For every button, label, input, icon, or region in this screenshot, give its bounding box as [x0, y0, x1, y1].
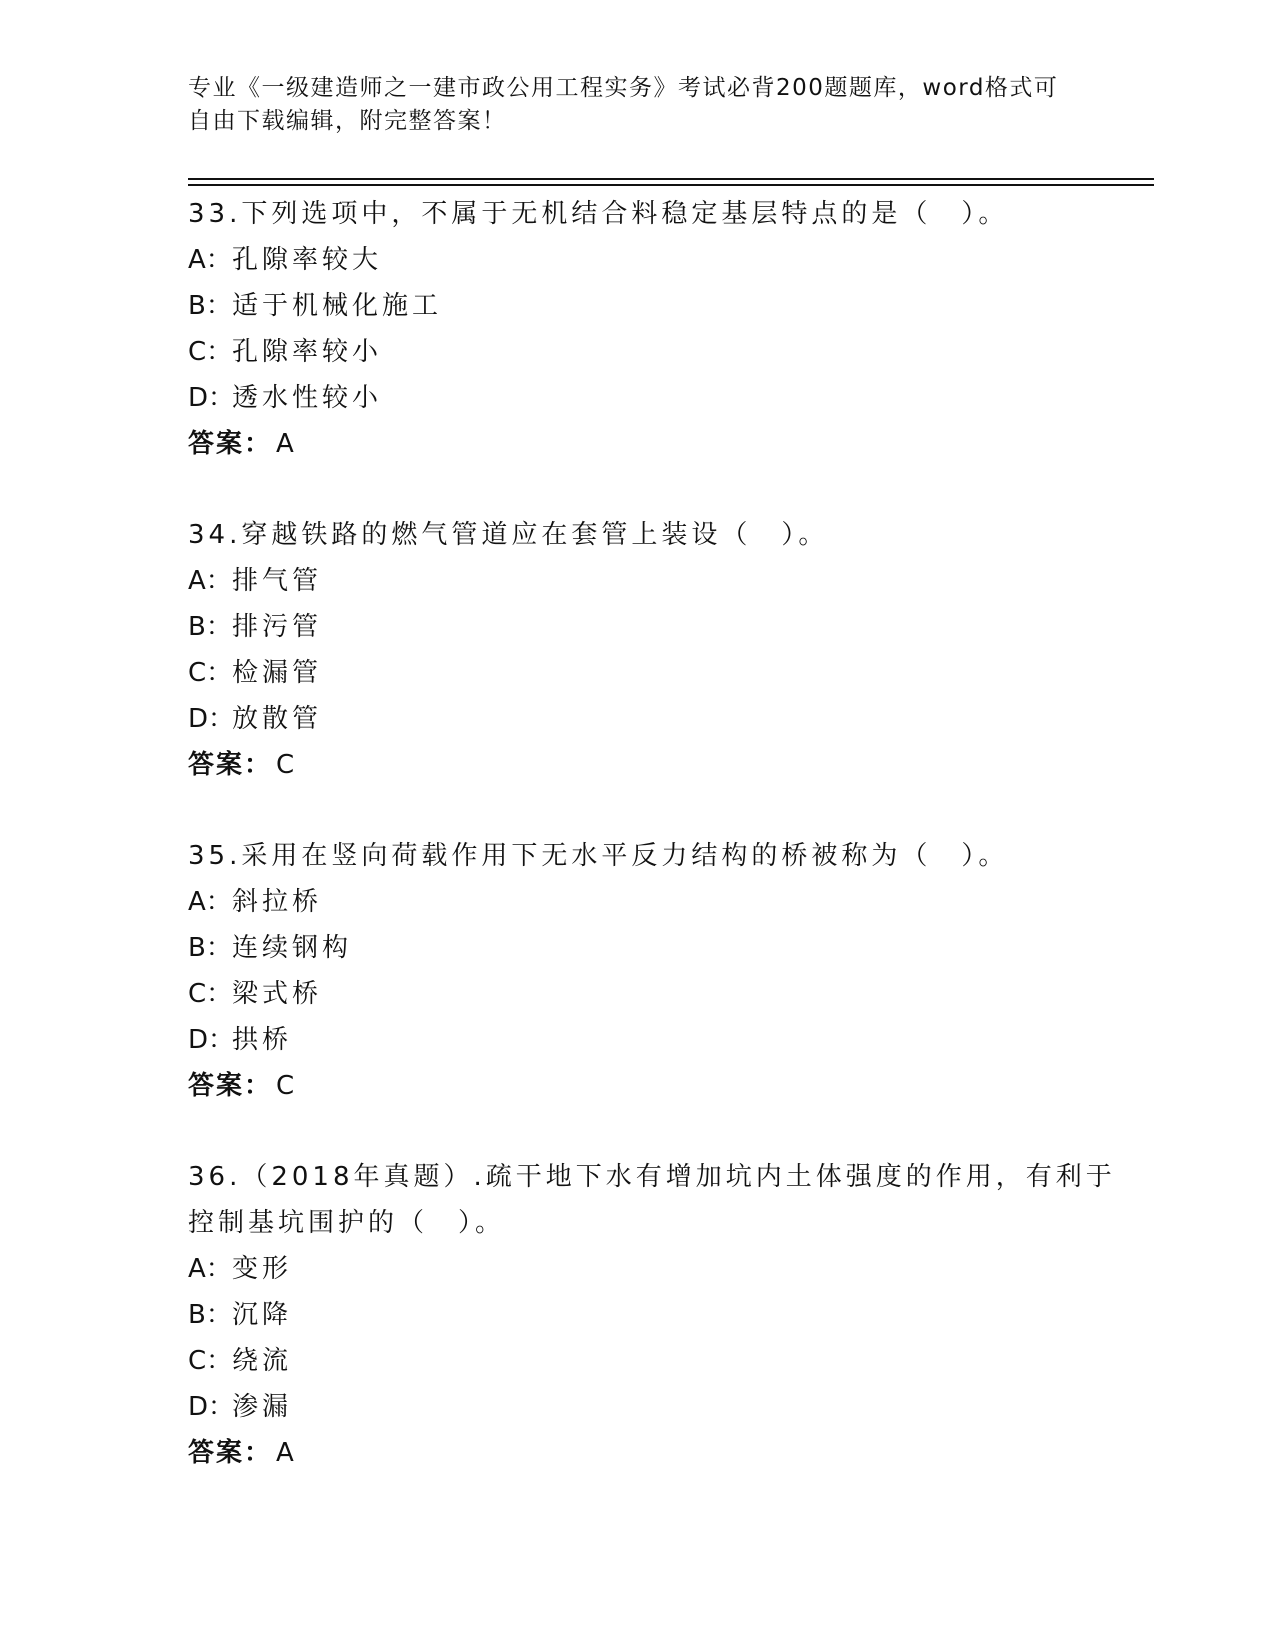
header-divider-top: [188, 178, 1154, 180]
answer-value: C: [276, 1071, 297, 1101]
question-stem-line-1: 36.（2018年真题）.疏干地下水有增加坑内土体强度的作用，有利于: [188, 1162, 1116, 1192]
option-b: [188, 283, 1088, 329]
question-34: [188, 512, 1088, 788]
option-b: [188, 925, 1088, 971]
option-c: [188, 971, 1088, 1017]
document-header: [188, 72, 1088, 138]
option-key: C：: [188, 1346, 233, 1376]
option-key: A：: [188, 245, 232, 275]
answer-line: [188, 742, 1088, 788]
option-key: B：: [188, 291, 232, 321]
question-33: [188, 191, 1088, 467]
option-d: [188, 696, 1088, 742]
option-text: 透水性较小: [232, 383, 383, 413]
answer-value: C: [276, 750, 297, 780]
option-key: B：: [188, 933, 232, 963]
answer-line: [188, 1430, 1088, 1476]
option-text: 拱桥: [232, 1025, 293, 1055]
option-key: D：: [188, 383, 235, 413]
answer-line: [188, 421, 1088, 467]
option-d: [188, 1017, 1088, 1063]
option-text: 适于机械化施工: [232, 291, 443, 321]
answer-line: [188, 1063, 1088, 1109]
option-text: 检漏管: [232, 658, 323, 688]
question-stem: 33.下列选项中，不属于无机结合料稳定基层特点的是（ ）。: [188, 199, 1009, 229]
option-key: D：: [188, 1025, 235, 1055]
answer-label: 答案：: [188, 429, 273, 459]
option-text: 变形: [232, 1254, 293, 1284]
option-key: C：: [188, 979, 233, 1009]
header-divider-bottom: [188, 184, 1154, 186]
option-key: C：: [188, 337, 233, 367]
answer-label: 答案：: [188, 1438, 273, 1468]
answer-label: 答案：: [188, 1071, 273, 1101]
option-text: 排气管: [232, 566, 323, 596]
question-stem: 35.采用在竖向荷载作用下无水平反力结构的桥被称为（ ）。: [188, 841, 1009, 871]
option-b: [188, 1292, 1088, 1338]
option-key: A：: [188, 1254, 232, 1284]
option-text: 绕流: [232, 1346, 293, 1376]
option-text: 排污管: [232, 612, 323, 642]
option-key: A：: [188, 566, 232, 596]
option-d: [188, 375, 1088, 421]
option-a: [188, 1246, 1088, 1292]
option-a: [188, 558, 1088, 604]
option-key: B：: [188, 612, 232, 642]
option-a: [188, 237, 1088, 283]
option-text: 放散管: [232, 704, 323, 734]
question-stem-line-2: 控制基坑围护的（ ）。: [188, 1208, 506, 1238]
question-36: [188, 1154, 1116, 1476]
option-text: 渗漏: [232, 1392, 293, 1422]
option-key: B：: [188, 1300, 232, 1330]
option-a: [188, 879, 1088, 925]
option-key: D：: [188, 1392, 235, 1422]
question-list: [188, 191, 1116, 1521]
answer-value: A: [276, 1438, 296, 1468]
answer-label: 答案：: [188, 750, 273, 780]
option-text: 斜拉桥: [232, 887, 323, 917]
question-35: [188, 833, 1088, 1109]
option-text: 沉降: [232, 1300, 293, 1330]
option-text: 孔隙率较小: [232, 337, 383, 367]
option-key: A：: [188, 887, 232, 917]
option-c: [188, 1338, 1088, 1384]
option-text: 梁式桥: [232, 979, 323, 1009]
header-line-2: 自由下载编辑，附完整答案！: [188, 108, 507, 134]
option-d: [188, 1384, 1088, 1430]
option-text: 孔隙率较大: [232, 245, 383, 275]
option-key: C：: [188, 658, 233, 688]
answer-value: A: [276, 429, 296, 459]
option-c: [188, 329, 1088, 375]
question-stem: 34.穿越铁路的燃气管道应在套管上装设（ ）。: [188, 520, 829, 550]
option-text: 连续钢构: [232, 933, 353, 963]
option-c: [188, 650, 1088, 696]
option-b: [188, 604, 1088, 650]
header-line-1: 专业《一级建造师之一建市政公用工程实务》考试必背200题题库，word格式可: [188, 75, 1059, 101]
option-key: D：: [188, 704, 235, 734]
